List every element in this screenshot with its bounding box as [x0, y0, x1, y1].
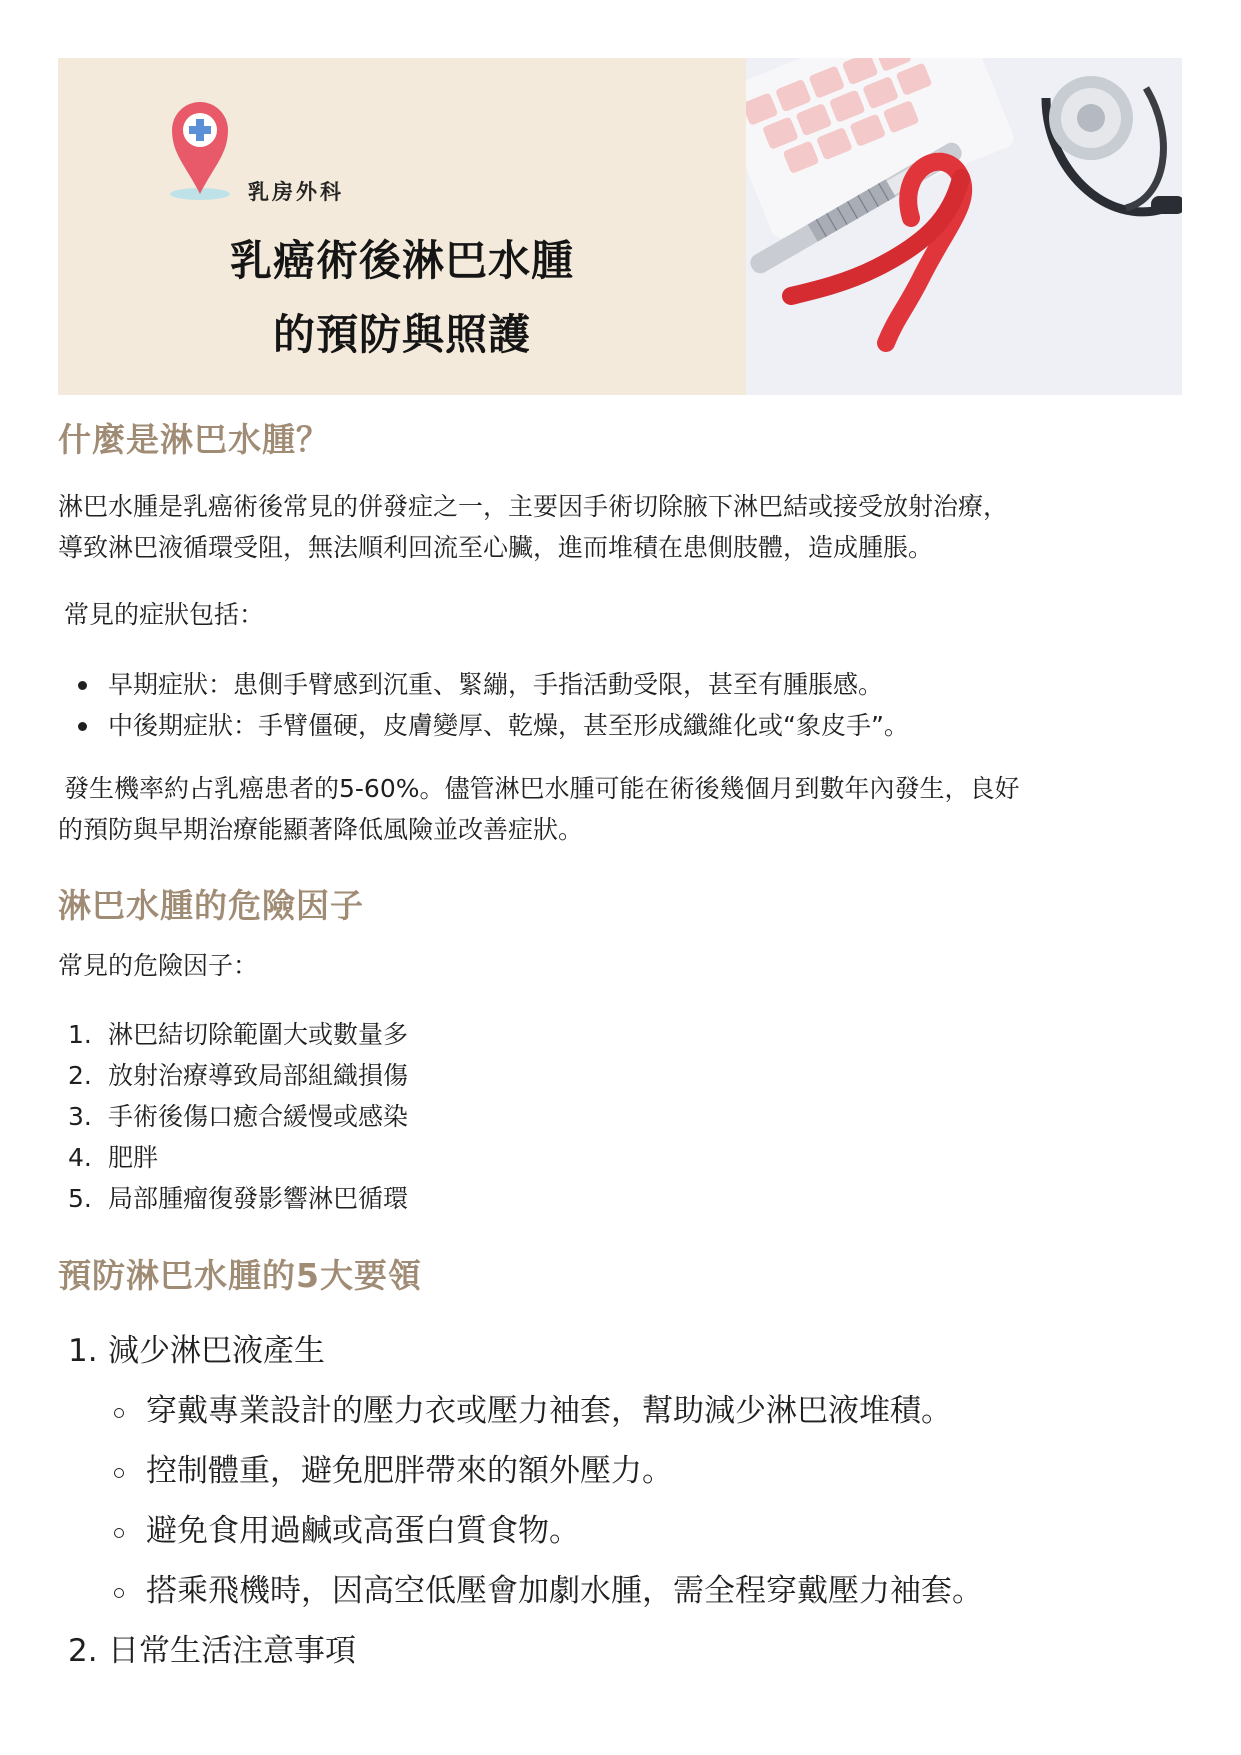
prevention-subitem: 避免食用過鹹或高蛋白質食物。: [146, 1513, 580, 1549]
header-banner: [58, 58, 1182, 395]
risk-factor-item: 放射治療導致局部組織損傷: [108, 1061, 409, 1090]
risk-factors-label: 常見的危險因子：: [58, 951, 259, 980]
prevention-item: 日常生活注意事項: [108, 1633, 356, 1669]
sub-bullet-icon: [114, 1528, 124, 1538]
bullet-icon: [78, 681, 87, 690]
prevention-subitem: 控制體重，避免肥胖帶來的額外壓力。: [146, 1453, 673, 1489]
prevention-subitem: 搭乘飛機時，因高空低壓會加劇水腫，需全程穿戴壓力袖套。: [146, 1573, 983, 1609]
list-number: 3.: [68, 1102, 92, 1131]
prevention-item: 減少淋巴液產生: [108, 1333, 325, 1369]
page-title-line2: 的預防與照護: [272, 310, 531, 359]
sub-bullet-icon: [114, 1588, 124, 1598]
medical-location-pin-icon: [166, 66, 246, 216]
pink-ribbon-stethoscope-photo: [746, 58, 1182, 395]
bullet-icon: [78, 722, 87, 731]
symptom-item: 早期症狀：患側手臂感到沉重、緊繃，手指活動受限，甚至有腫脹感。: [108, 670, 884, 699]
symptom-item: 中後期症狀：手臂僵硬，皮膚變厚、乾燥，甚至形成纖維化或“象皮手”。: [108, 711, 909, 740]
banner-text-area: [58, 58, 746, 395]
risk-factor-item: 淋巴結切除範圍大或數量多: [108, 1020, 409, 1049]
symptoms-label: 常見的症狀包括：: [64, 600, 265, 629]
intro-paragraph-line2: 導致淋巴液循環受阻，無法順利回流至心臟，進而堆積在患側肢體，造成腫脹。: [58, 533, 934, 562]
page-title-line1: 乳癌術後淋巴水腫: [229, 236, 574, 285]
list-number: 1.: [68, 1333, 98, 1369]
sub-bullet-icon: [114, 1468, 124, 1478]
risk-factor-item: 手術後傷口癒合緩慢或感染: [108, 1102, 409, 1131]
intro-paragraph-line1: 淋巴水腫是乳癌術後常見的併發症之一，主要因手術切除腋下淋巴結或接受放射治療，: [58, 492, 1009, 521]
incidence-line2: 的預防與早期治療能顯著降低風險並改善症狀。: [58, 815, 584, 844]
list-number: 1.: [68, 1020, 92, 1049]
department-label: 乳房外科: [248, 180, 344, 204]
risk-factor-item: 肥胖: [108, 1143, 159, 1172]
risk-factor-item: 局部腫瘤復發影響淋巴循環: [108, 1184, 409, 1213]
list-number: 5.: [68, 1184, 92, 1213]
list-number: 2.: [68, 1061, 92, 1090]
incidence-line1: 發生機率約占乳癌患者的5-60%。儘管淋巴水腫可能在術後幾個月到數年內發生，良好: [64, 774, 1020, 803]
department-badge: [166, 66, 466, 206]
sub-bullet-icon: [114, 1408, 124, 1418]
list-number: 2.: [68, 1633, 98, 1669]
section-heading-what-is: 什麼是淋巴水腫？: [58, 420, 330, 459]
list-number: 4.: [68, 1143, 92, 1172]
section-heading-prevention: 預防淋巴水腫的5大要領: [58, 1256, 422, 1295]
section-heading-risk-factors: 淋巴水腫的危險因子: [58, 886, 364, 925]
prevention-subitem: 穿戴專業設計的壓力衣或壓力袖套，幫助減少淋巴液堆積。: [146, 1393, 952, 1429]
